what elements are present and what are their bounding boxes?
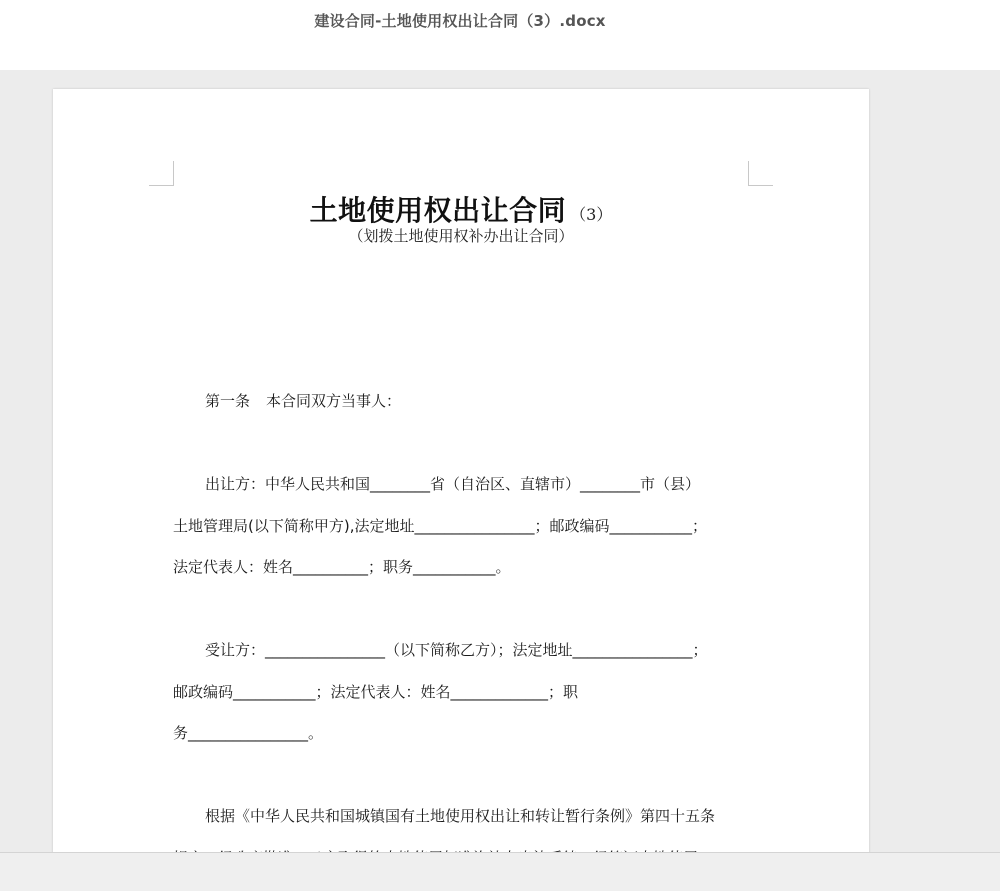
margin-corner-top-left xyxy=(149,161,174,186)
contract-number: （3） xyxy=(570,205,613,224)
title-bar xyxy=(0,0,1000,70)
article-1 xyxy=(173,390,795,411)
contract-heading xyxy=(53,189,869,229)
article-1-label: 第一条 xyxy=(205,392,251,410)
grantor-line-2: 土地管理局(以下简称甲方),法定地址________________；邮政编码___________； xyxy=(173,517,707,535)
grantee-line-1: 受让方：________________（以下简称乙方）；法定地址________________； xyxy=(205,641,708,659)
grantor-line-1: 出让方：中华人民共和国________省（自治区、直辖市）________市（县） xyxy=(205,475,701,493)
contract-title: 土地使用权出让合同 xyxy=(309,194,567,227)
document-viewer[interactable] xyxy=(0,70,1000,890)
basis-line-1: 根据《中华人民共和国城镇国有土地使用权出让和转让暂行条例》第四十五条 xyxy=(205,807,716,825)
grantee-line-2: 邮政编码___________；法定代表人：姓名_____________；职 xyxy=(173,683,579,701)
grantor-line-3: 法定代表人：姓名__________；职务___________。 xyxy=(173,558,511,576)
document-page xyxy=(53,89,869,890)
article-1-text: 本合同双方当事人： xyxy=(266,392,402,410)
margin-corner-top-right xyxy=(748,161,773,186)
grantee-line-3: 务________________。 xyxy=(173,724,324,742)
document-title: 建设合同-土地使用权出让合同（3）.docx xyxy=(314,12,606,30)
contract-subtitle: （划拨土地使用权补办出让合同） xyxy=(348,227,574,245)
bottom-strip xyxy=(0,852,1000,891)
